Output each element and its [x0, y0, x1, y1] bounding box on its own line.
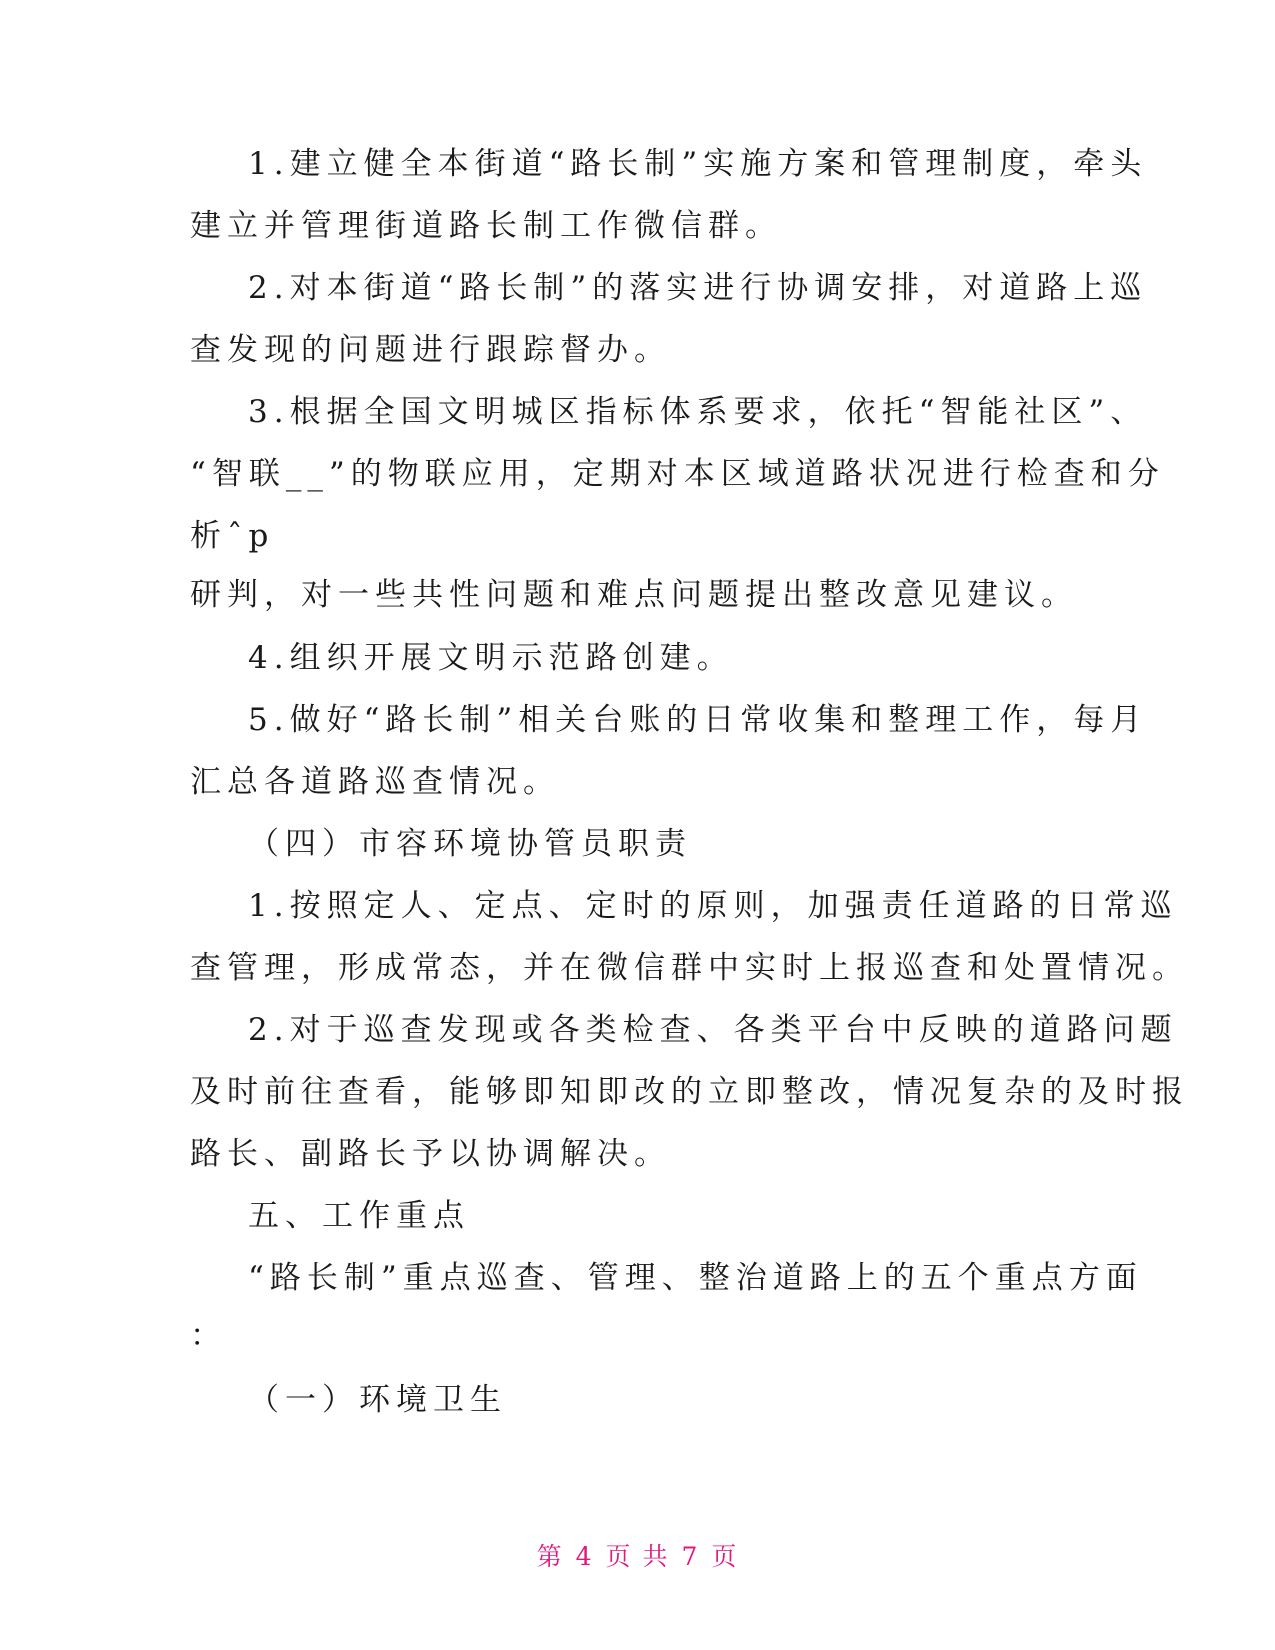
paragraph-line: 查发现的问题进行跟踪督办。 — [190, 332, 671, 368]
paragraph-line: 汇总各道路巡查情况。 — [190, 764, 560, 800]
paragraph-line: 及时前往查看，能够即知即改的立即整改，情况复杂的及时报 — [190, 1074, 1189, 1110]
paragraph-line: 查管理，形成常态，并在微信群中实时上报巡查和处置情况。 — [190, 950, 1189, 986]
paragraph-line: 1.按照定人、定点、定时的原则，加强责任道路的日常巡 — [248, 888, 1178, 924]
paragraph-line: 析ˆp — [190, 518, 275, 554]
paragraph-line: “路长制”重点巡查、管理、整治道路上的五个重点方面 — [248, 1260, 1143, 1296]
total-pages-number: 7 — [681, 1542, 700, 1571]
current-page-number: 4 — [575, 1542, 594, 1571]
paragraph-line: 2.对本街道“路长制”的落实进行协调安排，对道路上巡 — [248, 270, 1148, 306]
paragraph-line: ： — [190, 1318, 227, 1354]
paragraph-line: 5.做好“路长制”相关台账的日常收集和整理工作，每月 — [248, 702, 1148, 738]
section-heading: （一）环境卫生 — [248, 1382, 507, 1418]
paragraph-line: 3.根据全国文明城区指标体系要求，依托“智能社区”、 — [248, 394, 1148, 430]
paragraph-line: 建立并管理街道路长制工作微信群。 — [190, 208, 782, 244]
page-footer — [0, 1537, 1275, 1573]
paragraph-line: 研判，对一些共性问题和难点问题提出整改意见建议。 — [190, 577, 1078, 613]
paragraph-line: 2.对于巡查发现或各类检查、各类平台中反映的道路问题 — [248, 1012, 1178, 1048]
page-label-prefix: 第 — [536, 1542, 564, 1571]
section-heading: （四）市容环境协管员职责 — [248, 826, 692, 862]
section-heading: 五、工作重点 — [248, 1198, 470, 1234]
page-label-mid: 页 共 — [605, 1542, 670, 1571]
paragraph-line: 路长、副路长予以协调解决。 — [190, 1136, 671, 1172]
paragraph-line: 1.建立健全本街道“路长制”实施方案和管理制度，牵头 — [248, 146, 1148, 182]
paragraph-line: “智联__”的物联应用，定期对本区域道路状况进行检查和分 — [190, 456, 1165, 492]
paragraph-line: 4.组织开展文明示范路创建。 — [248, 640, 734, 676]
page-label-suffix: 页 — [711, 1542, 739, 1571]
